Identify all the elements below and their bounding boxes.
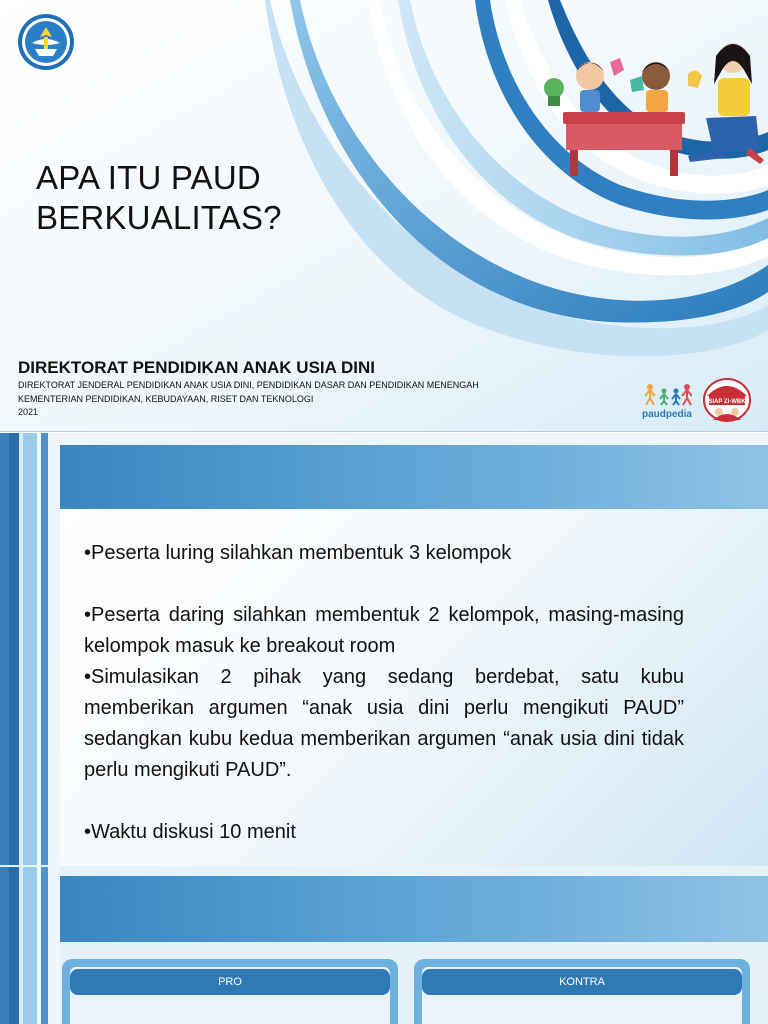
decor-stripe: [23, 433, 37, 1024]
header-banner: [60, 445, 768, 509]
bullet-item: •Waktu diskusi 10 menit: [84, 821, 296, 843]
paudpedia-label: paudpedia: [641, 409, 692, 420]
decor-stripe: [0, 433, 9, 1024]
title-slide: [0, 0, 768, 432]
title-line-2: BERKUALITAS?: [36, 199, 282, 236]
decor-divider: [0, 865, 48, 867]
decor-stripe: [9, 433, 19, 1024]
slide-title: [36, 158, 336, 238]
paudpedia-logo: [636, 382, 698, 420]
decor-stripe: [48, 433, 60, 1024]
decor-stripe: [41, 433, 48, 1024]
bullet-item: •Peserta daring silahkan membentuk 2 kelompok, masing-masing kelompok masuk ke breakout room: [84, 604, 684, 657]
kontra-label: KONTRA: [422, 969, 742, 995]
instruction-list: [84, 538, 684, 848]
bullet-item: •Simulasikan 2 pihak yang sedang berdebat, satu kubu memberikan argumen “anak usia dini perlu mengikuti PAUD” sedangkan kubu kedua memberikan argumen “anak usia dini tidak perlu mengikuti PAUD”.: [84, 666, 684, 781]
children-illustration-icon: [538, 30, 768, 180]
kontra-card: [414, 959, 750, 1024]
pro-card: [62, 959, 398, 1024]
year: 2021: [18, 407, 39, 417]
discussion-slide: [0, 433, 768, 1024]
badge-label: SIAP ZI-WBK: [708, 399, 746, 405]
organization-parent: DIREKTORAT JENDERAL PENDIDIKAN ANAK USIA DINI, PENDIDIKAN DASAR DAN PENDIDIKAN MENENGAH: [18, 380, 479, 390]
organization-name: DIREKTORAT PENDIDIKAN ANAK USIA DINI: [18, 358, 376, 377]
kemendikbud-logo-icon: [17, 13, 75, 71]
footer-banner: [60, 876, 768, 942]
organization-info: [18, 357, 618, 420]
bullet-item: •Peserta luring silahkan membentuk 3 kelompok: [84, 542, 512, 564]
siap-zi-wbk-badge-icon: [703, 378, 751, 422]
ministry-name: KEMENTERIAN PENDIDIKAN, KEBUDAYAAN, RISET DAN TEKNOLOGI: [18, 393, 314, 404]
pro-label: PRO: [70, 969, 390, 995]
title-line-1: APA ITU PAUD: [36, 159, 261, 196]
paudpedia-logo-icon: [642, 382, 692, 406]
